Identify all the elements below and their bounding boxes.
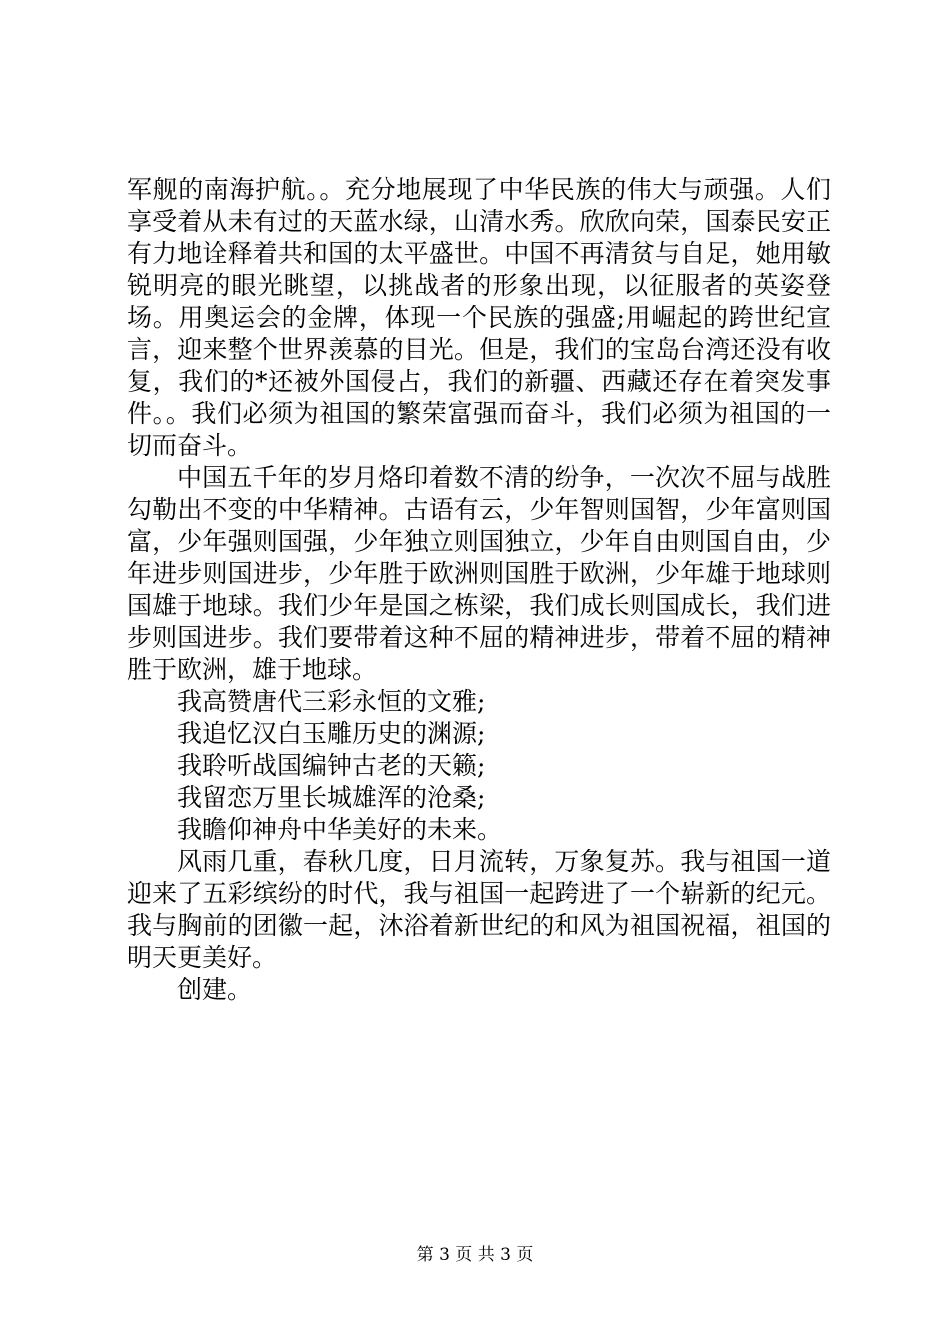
paragraph-closing: 风雨几重，春秋几度，日月流转，万象复苏。我与祖国一道迎来了五彩缤纷的时代，我与祖国一起跨进了一个崭新的纪元。我与胸前的团徽一起，沐浴着新世纪的和风为祖国祝福，祖国的明天更美好。 xyxy=(127,847,831,972)
paragraph-youth-spirit: 中国五千年的岁月烙印着数不清的纷争，一次次不屈与战胜勾勒出不变的中华精神。古语有云，少年智则国智，少年富则国富，少年强则国强，少年独立则国独立，少年自由则国自由，少年进步则国进步，少年胜于欧洲则国胜于欧洲，少年雄于地球则国雄于地球。我们少年是国之栋梁，我们成长则国成长，我们进步则国进步。我们要带着这种不屈的精神进步，带着不屈的精神胜于欧洲，雄于地球。 xyxy=(127,463,831,684)
final-line: 创建。 xyxy=(177,975,253,1004)
verse-line-han-jade: 我追忆汉白玉雕历史的渊源; xyxy=(177,719,486,748)
verse-line-great-wall: 我留恋万里长城雄浑的沧桑; xyxy=(177,783,486,812)
page-number-footer: 第 3 页 共 3 页 xyxy=(416,1245,534,1265)
verse-line-tang-sancai: 我高赞唐代三彩永恒的文雅; xyxy=(177,687,486,716)
verse-line-shenzhou: 我瞻仰神舟中华美好的未来。 xyxy=(177,815,503,844)
paragraph-national-strength: 军舰的南海护航。。充分地展现了中华民族的伟大与顽强。人们享受着从未有过的天蓝水绿，山清水秀。欣欣向荣，国泰民安正有力地诠释着共和国的太平盛世。中国不再清贫与自足，她用敏锐明亮的眼光眺望，以挑战者的形象出现，以征服者的英姿登场。用奥运会的金牌，体现一个民族的强盛;用崛起的跨世纪宣言，迎来整个世界羡慕的目光。但是，我们的宝岛台湾还没有收复，我们的*还被外国侵占，我们的新疆、西藏还存在着突发事件。。我们必须为祖国的繁荣富强而奋斗，我们必须为祖国的一切而奋斗。 xyxy=(127,175,831,460)
document-body xyxy=(127,174,831,1006)
verse-line-bianzhong: 我聆听战国编钟古老的天籁; xyxy=(177,751,486,780)
